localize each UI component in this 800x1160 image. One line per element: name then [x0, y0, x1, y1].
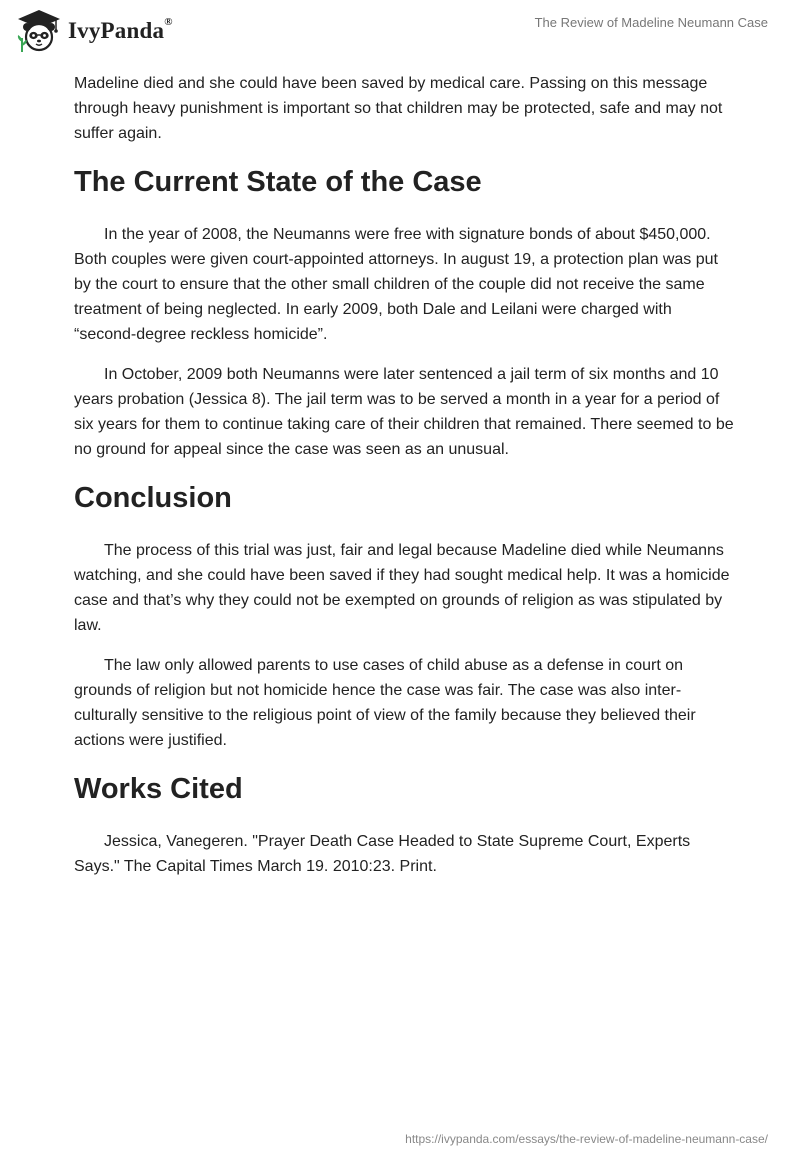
intro-paragraph: Madeline died and she could have been saved by medical care. Passing on this message through heavy punishment is important so that children may be protected, safe and may not suffer again.: [74, 75, 723, 142]
section-heading-conclusion: Conclusion: [74, 482, 232, 514]
registered-mark: ®: [164, 16, 173, 29]
paragraph: The process of this trial was just, fair and legal because Madeline died while Neumanns watching, and she could have been saved if they had sought medical help. It was a homicide case and that’s why they could not be exempted on grounds of religion as was stipulated by law.: [74, 542, 730, 634]
paragraph: In October, 2009 both Neumanns were later sentenced a jail term of six months and 10 years probation (Jessica 8). The jail term was to be served a month in a year for a period of six years for them to continue taking care of their children that remained. There seemed to be no ground for appeal since the case was seen as an unusual.: [74, 366, 734, 458]
panda-graduate-icon: [16, 8, 62, 54]
page-header: [0, 0, 800, 64]
section-heading-current-state: The Current State of the Case: [74, 166, 482, 198]
document-title: The Review of Madeline Neumann Case: [534, 15, 768, 30]
paragraph: In the year of 2008, the Neumanns were free with signature bonds of about $450,000. Both couples were given court-appointed attorneys. In august 19, a protection plan was put by the court to ensure that the other small children of the couple did not receive the same treatment of being neglected. In early 2009, both Dale and Leilani were charged with “second-degree reckless homicide”.: [74, 226, 718, 343]
essay-content: [74, 71, 734, 894]
source-url-link[interactable]: https://ivypanda.com/essays/the-review-of-madeline-neumann-case/: [405, 1132, 768, 1146]
brand-name: IvyPanda®: [68, 16, 173, 43]
citation: Jessica, Vanegeren. "Prayer Death Case Headed to State Supreme Court, Experts Says." The Capital Times March 19. 2010:23. Print.: [74, 833, 691, 875]
paragraph: The law only allowed parents to use cases of child abuse as a defense in court on grounds of religion but not homicide hence the case was fair. The case was also inter-culturally sensitive to the religious point of view of the family because they believed their actions were justified.: [74, 657, 696, 749]
section-heading-works-cited: Works Cited: [74, 773, 243, 805]
ivypanda-logo[interactable]: [16, 8, 173, 54]
